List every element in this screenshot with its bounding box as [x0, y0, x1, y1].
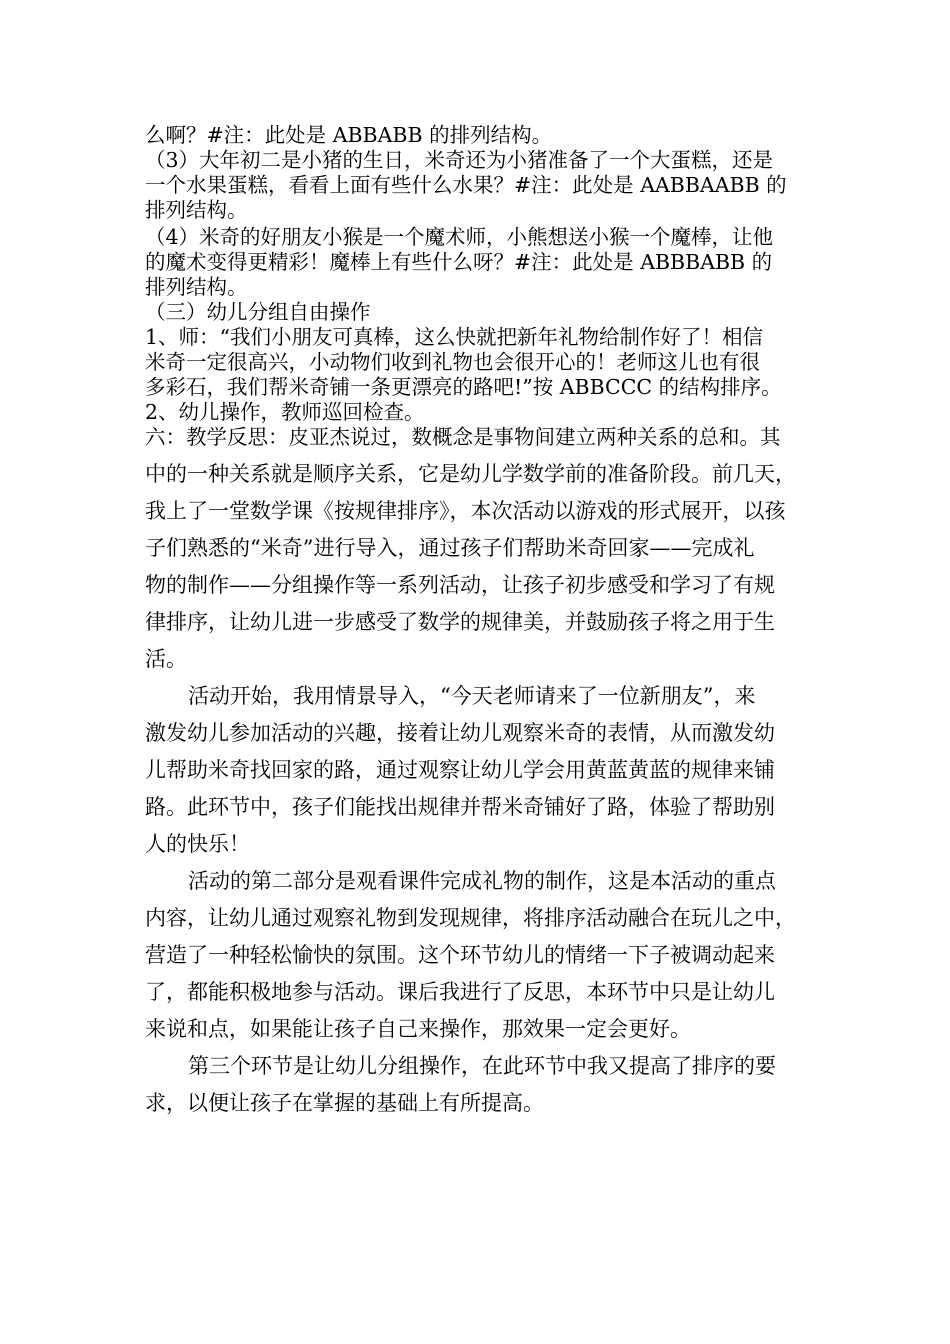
- text-line: 营造了一种轻松愉快的氛围。这个环节幼儿的情绪一下子被调动起来: [145, 943, 775, 967]
- text-line: 么啊？#注：此处是 ABBABB 的排列结构。: [145, 123, 553, 147]
- text-line: 激发幼儿参加活动的兴趣，接着让幼儿观察米奇的表情，从而激发幼: [145, 721, 775, 745]
- text-line: 来说和点，如果能让孩子自己来操作，那效果一定会更好。: [145, 1017, 691, 1041]
- text-line: 了，都能积极地参与活动。课后我进行了反思，本环节中只是让幼儿: [145, 980, 775, 1004]
- text-line: 路。此环节中，孩子们能找出规律并帮米奇铺好了路，体验了帮助别: [145, 795, 775, 819]
- text-line: 物的制作——分组操作等一系列活动，让孩子初步感受和学习了有规: [145, 573, 775, 597]
- text-line: 排列结构。: [145, 198, 248, 222]
- text-line: 人的快乐！: [145, 832, 250, 856]
- text-line: 律排序，让幼儿进一步感受了数学的规律美，并鼓励孩子将之用于生: [145, 610, 775, 634]
- text-line: 内容，让幼儿通过观察礼物到发现规律，将排序活动融合在玩儿之中，: [145, 906, 796, 930]
- text-line: 中的一种关系就是顺序关系，它是幼儿学数学前的准备阶段。前几天，: [145, 462, 796, 486]
- paragraph-start: 活动的第二部分是观看课件完成礼物的制作，这是本活动的重点: [188, 869, 776, 893]
- text-line: 2、幼儿操作，教师巡回检查。: [145, 400, 425, 424]
- text-line: 子们熟悉的“米奇”进行导入，通过孩子们帮助米奇回家——完成礼: [145, 536, 755, 560]
- text-line: 的魔术变得更精彩！魔棒上有些什么呀？#注：此处是 ABBBABB 的: [145, 250, 773, 274]
- paragraph-start: 第三个环节是让幼儿分组操作，在此环节中我又提高了排序的要: [188, 1054, 776, 1078]
- text-line: 排列结构。: [145, 275, 248, 299]
- text-line: 1、师：“我们小朋友可真棒，这么快就把新年礼物给制作好了！相信: [145, 325, 764, 349]
- text-line: 一个水果蛋糕，看看上面有些什么水果？#注：此处是 AABBAABB 的: [145, 173, 787, 197]
- text-line: 多彩石，我们帮米奇铺一条更漂亮的路吧!”按 ABBCCC 的结构排序。: [145, 375, 782, 399]
- text-line: 米奇一定很高兴，小动物们收到礼物也会很开心的！老师这儿也有很: [145, 350, 760, 374]
- text-line: 求，以便让孩子在掌握的基础上有所提高。: [145, 1091, 544, 1115]
- text-line: 儿帮助米奇找回家的路，通过观察让幼儿学会用黄蓝黄蓝的规律来铺: [145, 758, 775, 782]
- text-line: 我上了一堂数学课《按规律排序》，本次活动以游戏的形式展开，以孩: [145, 499, 786, 523]
- section-heading: （三）幼儿分组自由操作: [145, 300, 371, 324]
- text-line: （3）大年初二是小猪的生日，米奇还为小猪准备了一个大蛋糕，还是: [145, 148, 774, 172]
- text-line: （4）米奇的好朋友小猴是一个魔术师，小熊想送小猴一个魔棒，让他: [145, 225, 774, 249]
- paragraph-start: 活动开始，我用情景导入，“今天老师请来了一位新朋友”，来: [188, 684, 756, 708]
- reflection-heading: 六：教学反思：皮亚杰说过，数概念是事物间建立两种关系的总和。其: [145, 425, 781, 449]
- text-line: 活。: [145, 647, 187, 671]
